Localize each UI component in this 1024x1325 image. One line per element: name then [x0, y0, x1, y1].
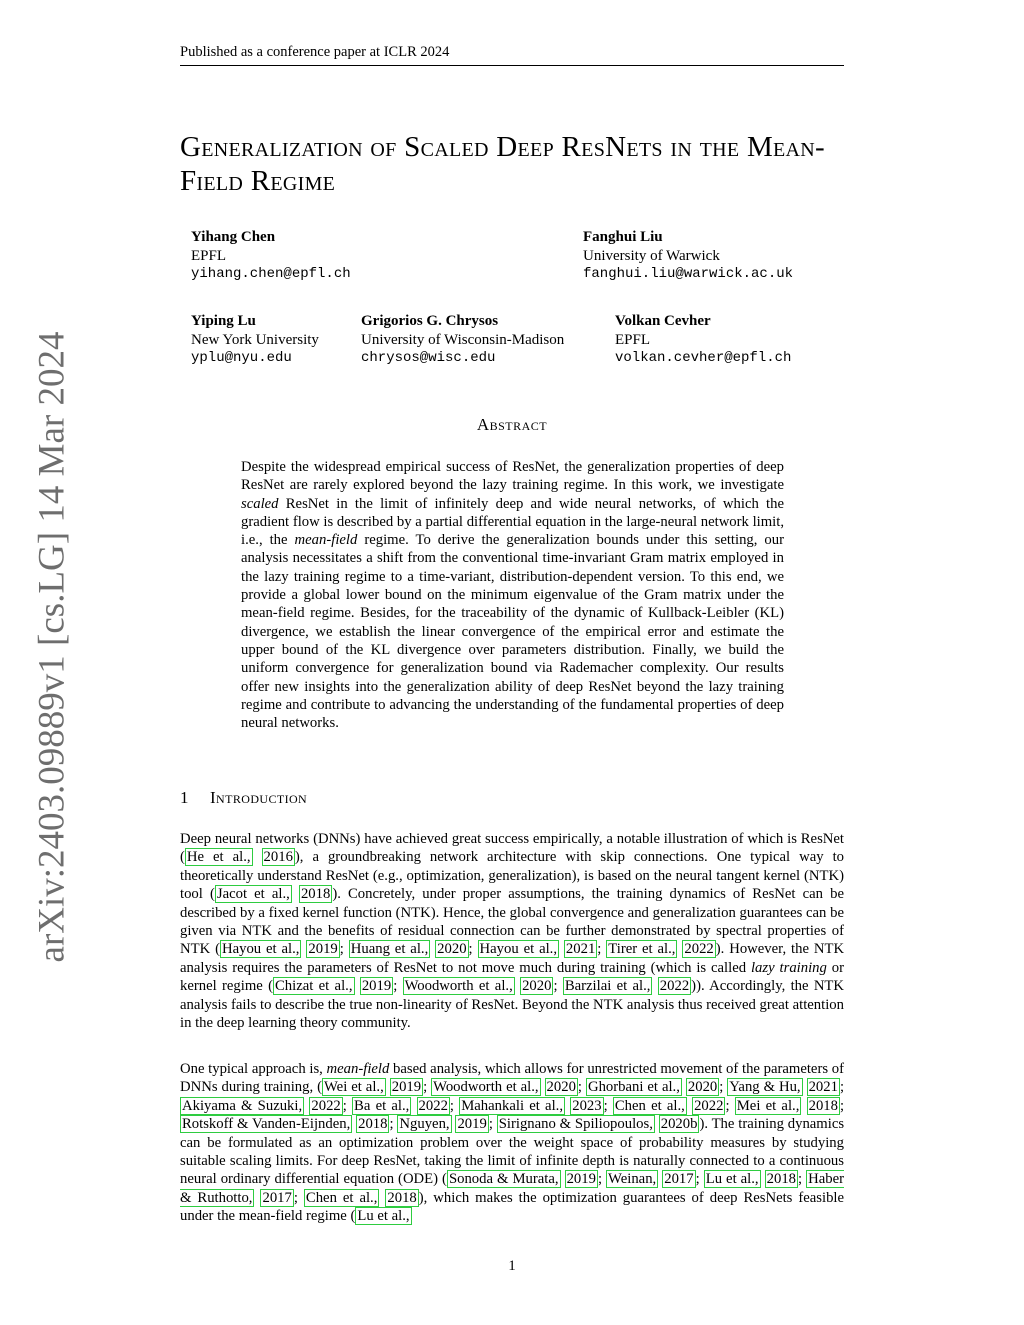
citation-link[interactable]: 2019	[308, 941, 338, 958]
citation-link[interactable]: 2017	[664, 1171, 694, 1188]
author-block	[191, 312, 319, 368]
running-header: Published as a conference paper at ICLR 2024	[180, 44, 844, 66]
citation-link[interactable]: Weinan,	[608, 1171, 657, 1188]
author-name: Fanghui Liu	[583, 229, 663, 245]
citation-link[interactable]: 2022	[684, 941, 714, 958]
abstract-text: Despite the widespread empirical success of ResNet, the generalization properties of deep ResNet are rarely explored beyond the lazy training regime. In this work, we investigate	[241, 459, 784, 494]
author-block	[583, 228, 793, 284]
emphasis-text: lazy training	[750, 959, 827, 976]
paper-title: Generalization of Scaled Deep ResNets in the Mean-Field Regime	[180, 131, 825, 197]
abstract-heading: Abstract	[476, 415, 548, 434]
section-number: 1	[180, 788, 189, 807]
page-number: 1	[508, 1258, 516, 1274]
citation-link[interactable]: Wei et al.,	[324, 1079, 384, 1096]
author-block	[361, 312, 564, 368]
citation-link[interactable]: Sonoda & Murata,	[448, 1171, 559, 1188]
citation-link[interactable]: Chizat et al.,	[275, 978, 353, 995]
intro-paragraph-2: One typical approach is, mean-field based analysis, which allows for unrestricted movement of the parameters of DNNs during training, ( Wei et al., 2019 ; Woodworth et al., 2020 ; Ghorbani et al., 2020 ; Yang & Hu, 2021 ; Akiyama & Suzuki, 2022 ; Ba et al., 2022 ; Mahankali et al., 2023 ; Chen et al., 2022 ; Mei et al., 2018 ; Rotskoff & Vanden-Eijnden, 2018 ; Nguyen, 2019 ; Sirignano & Spiliopoulos, 2020b ). The training dynamics can be formulated as an optimization problem over the weight space of probability measures by studying suitable scaling limits. For deep ResNet, taking the limit of infinite depth is naturally connected to a continuous neural ordinary differential equation (ODE) ( Sonoda & Murata, 2019 ; Weinan, 2017 ; Lu et al., 2018 ; Haber & Ruthotto, 2017 ; Chen et al., 2018 ), which makes the optimization guarantees of deep ResNets feasible under the mean-field regime ( Lu et al.,	[180, 1061, 845, 1225]
citation-link[interactable]: Ghorbani et al.,	[587, 1079, 680, 1096]
citation-link[interactable]: 2023	[572, 1097, 602, 1114]
author-block	[615, 312, 791, 368]
citation-link[interactable]: Hayou et al.,	[479, 941, 558, 958]
citation-link[interactable]: 2022	[694, 1097, 724, 1114]
author-affiliation: EPFL	[615, 331, 651, 348]
citation-link[interactable]: Mahankali et al.,	[461, 1097, 563, 1114]
citation-link[interactable]: 2020	[437, 941, 467, 958]
citation-link[interactable]: 2018	[766, 1171, 796, 1188]
citation-link[interactable]: Huang et al.,	[350, 941, 429, 958]
author-name: Yiping Lu	[191, 313, 256, 329]
citation-link[interactable]: 2018	[300, 886, 331, 903]
citation-link[interactable]: He et al.,	[186, 849, 251, 866]
citation-link[interactable]: 2017	[262, 1189, 292, 1206]
author-block	[191, 228, 351, 284]
citation-link[interactable]: 2021	[565, 941, 596, 958]
citation-link[interactable]: 2022	[659, 978, 690, 995]
section-heading	[180, 788, 307, 808]
citation-link[interactable]: 2019	[361, 978, 392, 995]
citation-link[interactable]: 2019	[457, 1116, 487, 1133]
emphasis-text: mean-field	[326, 1061, 390, 1077]
citation-link[interactable]: Lu et al.,	[357, 1208, 410, 1225]
citation-link[interactable]: 2022	[418, 1097, 448, 1114]
citation-link[interactable]: 2021	[808, 1079, 838, 1096]
citation-link[interactable]: Yang & Hu,	[729, 1079, 801, 1096]
author-email[interactable]: yplu@nyu.edu	[191, 350, 292, 366]
citation-link[interactable]: 2019	[391, 1079, 422, 1096]
citation-link[interactable]: Nguyen,	[399, 1116, 450, 1133]
author-email[interactable]: yihang.chen@epfl.ch	[191, 266, 351, 282]
abstract-text: regime. To derive the generalization bounds under this setting, our analysis necessitates a shift from the conventional time-invariant Gram matrix employed in the lazy training regime to a time-variant, distribution-dependent version. To this end, we provide a global lower bound on the minimum eigenvalue of the Gram matrix under the mean-field regime. Besides, for the traceability of the dynamic of Kullback-Leibler (KL) divergence, we establish the linear convergence of the empirical error and estimate the upper bound of the KL divergence over parameters distribution. Finally, we build the uniform convergence for generalization bound via Rademacher complexity. Our results offer new insights into the generalization ability of deep ResNet beyond the lazy training regime and contribute to advancing the understanding of the fundamental properties of deep neural networks.	[241, 532, 784, 732]
citation-link[interactable]: 2020	[546, 1079, 576, 1096]
abstract-emphasis: mean-field	[294, 532, 358, 549]
citation-link[interactable]: Haber & Ruthotto,	[180, 1171, 844, 1206]
citation-link[interactable]: Ba et al.,	[354, 1097, 410, 1114]
citation-link[interactable]: 2018	[808, 1097, 838, 1114]
citation-link[interactable]: 2020b	[660, 1116, 698, 1133]
citation-link[interactable]: Akiyama & Suzuki,	[182, 1097, 303, 1114]
citation-link[interactable]: Chen et al.,	[614, 1097, 685, 1114]
citation-link[interactable]: Mei et al.,	[736, 1097, 800, 1114]
citation-link[interactable]: Rotskoff & Vanden-Eijnden,	[182, 1116, 351, 1133]
citation-link[interactable]: 2020	[522, 978, 552, 995]
citation-link[interactable]: Hayou et al.,	[221, 941, 300, 958]
citation-link[interactable]: Chen et al.,	[305, 1189, 378, 1206]
author-affiliation: University of Wisconsin-Madison	[361, 331, 565, 348]
author-name: Yihang Chen	[191, 229, 276, 245]
author-email[interactable]: fanghui.liu@warwick.ac.uk	[583, 266, 794, 282]
citation-link[interactable]: Woodworth et al.,	[404, 978, 513, 995]
abstract-text: ResNet in the limit of infinitely deep and wide neural networks, of which the gradient flow is described by a partial differential equation in the large-neural network limit, i.e., the	[241, 495, 784, 549]
intro-paragraph-1: Deep neural networks (DNNs) have achieved great success empirically, a notable illustration of which is ResNet ( He et al., 2016 ), a groundbreaking network architecture with skip connections. One typical way to theoretically understand ResNet (e.g., optimization, generalization), is based on the neural tangent kernel (NTK) tool ( Jacot et al., 2018 ). Concretely, under proper assumptions, the training dynamics of ResNet can be described by a fixed kernel function (NTK). Hence, the global convergence and generalization guarantees can be given via NTK and the benefits of residual connection can be further demonstrated by spectral properties of NTK ( Hayou et al., 2019 ; Huang et al., 2020 ; Hayou et al., 2021 ; Tirer et al., 2022 ). However, the NTK analysis requires the parameters of ResNet to not move much during training (which is called lazy training or kernel regime ( Chizat et al., 2019 ; Woodworth et al., 2020 ; Barzilai et al., 2022 )). Accordingly, the NTK analysis fails to describe the true non-linearity of ResNet. Beyond the NTK analysis thus received great attention in the deep learning theory community.	[180, 831, 845, 1032]
citation-link[interactable]: 2019	[566, 1171, 596, 1188]
author-affiliation: New York University	[191, 331, 319, 348]
citation-link[interactable]: 2018	[358, 1116, 388, 1133]
citation-link[interactable]: Sirignano & Spiliopoulos,	[498, 1116, 653, 1133]
author-name: Grigorios G. Chrysos	[361, 313, 499, 329]
citation-link[interactable]: Barzilai et al.,	[564, 978, 651, 995]
author-affiliation: EPFL	[191, 247, 227, 264]
citation-link[interactable]: 2022	[311, 1097, 341, 1114]
arxiv-watermark: arXiv:2403.09889v1 [cs.LG] 14 Mar 2024	[31, 331, 73, 963]
citation-link[interactable]: 2016	[263, 849, 293, 866]
author-name: Volkan Cevher	[615, 313, 711, 329]
citation-link[interactable]: Woodworth et al.,	[433, 1079, 539, 1096]
author-email[interactable]: chrysos@wisc.edu	[361, 350, 496, 366]
section-title: Introduction	[210, 788, 308, 807]
citation-link[interactable]: Tirer et al.,	[608, 941, 676, 958]
citation-link[interactable]: 2020	[687, 1079, 718, 1096]
abstract-body	[241, 458, 784, 732]
citation-link[interactable]: 2018	[387, 1189, 417, 1206]
citation-link[interactable]: Lu et al.,	[705, 1171, 759, 1188]
citation-link[interactable]: Jacot et al.,	[216, 886, 290, 903]
author-affiliation: University of Warwick	[583, 247, 720, 264]
abstract-emphasis: scaled	[241, 495, 279, 512]
author-email[interactable]: volkan.cevher@epfl.ch	[615, 350, 792, 366]
